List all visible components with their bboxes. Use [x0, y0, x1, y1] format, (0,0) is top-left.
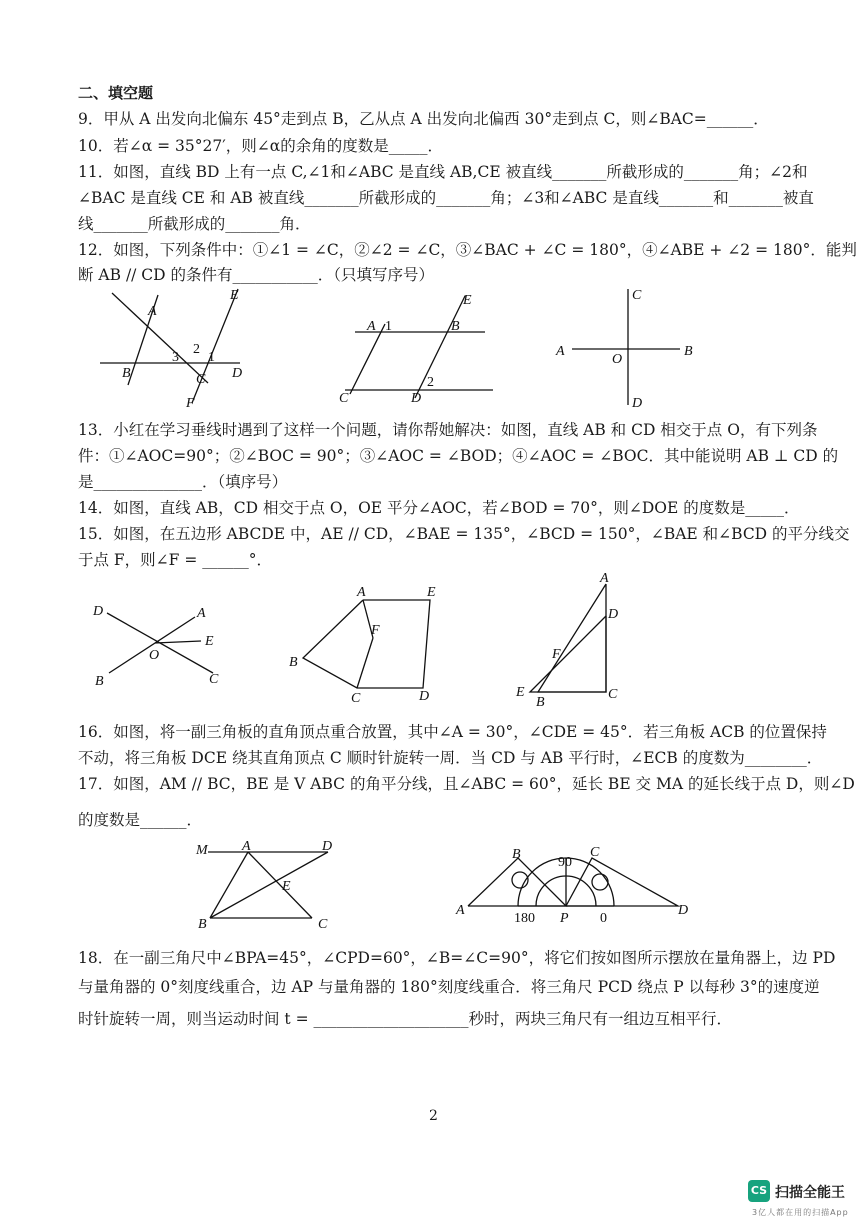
- protractor-90-label: 90: [558, 855, 572, 870]
- question-13-line-3: 是______________．（填序号）: [78, 473, 288, 491]
- label-c: C: [339, 391, 349, 406]
- label-e: E: [427, 585, 436, 600]
- label-c: C: [196, 372, 206, 387]
- figure-q15: [285, 580, 455, 705]
- angle-1-label: 1: [208, 350, 215, 365]
- question-9: 9．甲从 A 出发向北偏东 45°走到点 B，乙从点 A 出发向北偏西 30°走到点 C，则∠BAC=______．: [78, 110, 769, 128]
- question-18-line-1: 18．在一副三角尺中∠BPA=45°，∠CPD=60°，∠B=∠C=90°，将它们按如图所示摆放在量角器上，边 PD: [78, 949, 836, 967]
- figure-q11: [90, 285, 250, 410]
- scanner-logo-icon: CS: [748, 1180, 770, 1202]
- scanner-tagline: 3亿人都在用的扫描App: [752, 1208, 849, 1217]
- angle-2-label: 2: [427, 375, 434, 390]
- label-a: A: [197, 606, 206, 621]
- angle-1-label: 1: [385, 319, 392, 334]
- label-b: B: [122, 366, 131, 381]
- figure-q13: [550, 285, 710, 410]
- angle-3-label: 3: [172, 350, 179, 365]
- label-b: B: [198, 917, 207, 930]
- scanner-watermark: [748, 1180, 860, 1220]
- section-heading: 二、填空题: [78, 84, 154, 102]
- scanner-app-name: 扫描全能王: [775, 1185, 845, 1201]
- label-c: C: [632, 288, 642, 303]
- label-e: E: [516, 685, 525, 700]
- label-d: D: [419, 689, 430, 704]
- label-f: F: [552, 647, 561, 662]
- label-c: C: [608, 687, 618, 702]
- question-15-line-2: 于点 F，则∠F = ______°．: [78, 551, 273, 569]
- label-c: C: [209, 672, 219, 687]
- label-o: O: [612, 352, 623, 367]
- label-b: B: [451, 319, 460, 334]
- label-b: B: [289, 655, 298, 670]
- label-d: D: [678, 903, 689, 918]
- label-d: D: [411, 391, 422, 406]
- label-o: O: [149, 648, 160, 663]
- question-13-line-1: 13．小红在学习垂线时遇到了这样一个问题，请你帮她解决：如图，直线 AB 和 CD 相交于点 O，有下列条: [78, 421, 818, 439]
- question-16-line-2: 不动，将三角板 DCE 绕其直角顶点 C 顺时针旋转一周．当 CD 与 AB 平行时，∠ECB 的度数为________．: [78, 749, 823, 767]
- angle-2-label: 2: [193, 342, 200, 357]
- question-13-line-2: 件：①∠AOC=90°；②∠BOC = 90°；③∠AOC = ∠BOD；④∠AOC = ∠BOC．其中能说明 AB ⊥ CD 的: [78, 447, 839, 465]
- label-d: D: [322, 839, 333, 854]
- question-12-line-2: 断 AB // CD 的条件有___________．（只填写序号）: [78, 266, 435, 284]
- label-b: B: [684, 344, 693, 359]
- label-b: B: [512, 847, 521, 862]
- question-10: 10．若∠α = 35°27′，则∠α的余角的度数是_____．: [78, 137, 443, 155]
- label-a: A: [367, 319, 376, 334]
- label-e: E: [282, 879, 291, 894]
- figure-q17: [190, 838, 350, 930]
- label-d: D: [608, 607, 619, 622]
- label-a: A: [556, 344, 565, 359]
- question-11-line-3: 线_______所截形成的_______角．: [78, 215, 311, 233]
- figure-q18: [450, 842, 695, 927]
- label-f: F: [186, 396, 195, 410]
- question-11-line-2: ∠BAC 是直线 CE 和 AB 被直线_______所截形成的_______角；∠3和∠ABC 是直线_______和_______被直: [78, 189, 814, 207]
- question-15-line-1: 15．如图，在五边形 ABCDE 中，AE // CD，∠BAE = 135°，∠BCD = 150°，∠BAE 和∠BCD 的平分线交: [78, 525, 850, 543]
- question-11-line-1: 11．如图，直线 BD 上有一点 C,∠1和∠ABC 是直线 AB,CE 被直线_______所截形成的_______角；∠2和: [78, 163, 808, 181]
- question-17-line-2: 的度数是______．: [78, 811, 203, 829]
- label-p: P: [560, 911, 569, 926]
- label-d: D: [93, 604, 104, 619]
- figure-q14: [85, 595, 235, 695]
- label-m: M: [196, 843, 208, 858]
- question-18-line-2: 与量角器的 0°刻度线重合，边 AP 与量角器的 180°刻度线重合．将三角尺 PCD 绕点 P 以每秒 3°的速度逆: [78, 978, 820, 996]
- label-a: A: [600, 571, 609, 586]
- label-e: E: [205, 634, 214, 649]
- label-a: A: [357, 585, 366, 600]
- label-b: B: [95, 674, 104, 689]
- label-a: A: [456, 903, 465, 918]
- question-14: 14．如图，直线 AB，CD 相交于点 O，OE 平分∠AOC，若∠BOD = 70°，则∠DOE 的度数是_____．: [78, 499, 800, 517]
- label-a: A: [242, 839, 251, 854]
- label-d: D: [632, 396, 643, 410]
- label-d: D: [232, 366, 243, 381]
- label-a: A: [148, 304, 157, 319]
- protractor-0-label: 0: [600, 911, 607, 926]
- label-b: B: [536, 695, 545, 710]
- question-18-line-3: 时针旋转一周，则当运动时间 t = ____________________秒时，两块三角尺有一组边互相平行．: [78, 1010, 732, 1028]
- figure-q16: [510, 568, 630, 710]
- page-number: 2: [429, 1108, 438, 1124]
- label-e: E: [463, 293, 472, 308]
- protractor-180-label: 180: [514, 911, 535, 926]
- question-12-line-1: 12．如图，下列条件中：①∠1 = ∠C，②∠2 = ∠C，③∠BAC + ∠C = 180°，④∠ABE + ∠2 = 180°．能判: [78, 241, 857, 259]
- label-c: C: [318, 917, 328, 930]
- label-e: E: [230, 288, 239, 303]
- figure-q12: [335, 290, 500, 408]
- question-16-line-1: 16．如图，将一副三角板的直角顶点重合放置，其中∠A = 30°，∠CDE = 45°．若三角板 ACB 的位置保持: [78, 723, 827, 741]
- label-c: C: [590, 845, 600, 860]
- question-17-line-1: 17．如图，AM // BC，BE 是 V ABC 的角平分线，且∠ABC = 60°，延长 BE 交 MA 的延长线于点 D，则∠D: [78, 775, 855, 793]
- label-c: C: [351, 691, 361, 705]
- label-f: F: [371, 623, 380, 638]
